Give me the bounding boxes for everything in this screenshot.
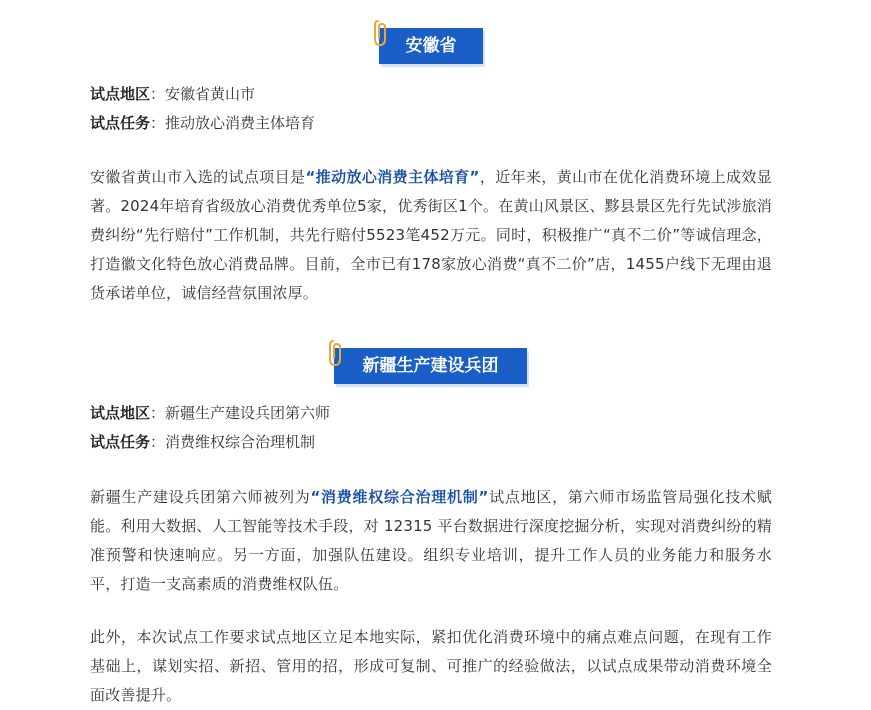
paragraph-text: 试点地区，第六师市场监管局强化技术赋能。利用大数据、人工智能等技术手段，对 12315 平台数据进行深度挖掘分析，实现对消费纠纷的精准预警和快速响应。另一方面，加强队伍建设。组织专业培训，提升工作人员的业务能力和服务水平，打造一支高素质的消费维权队伍。: [90, 488, 772, 593]
meta-block-anhui: [90, 80, 315, 138]
paragraph-xinjiang: [90, 483, 772, 599]
paragraph-text: 新疆生产建设兵团第六师被列为: [90, 488, 311, 506]
paragraph-text: 安徽省黄山市入选的试点项目是: [90, 168, 306, 186]
pilot-task-row: [90, 428, 330, 457]
section-title-text: 安徽省: [405, 36, 457, 56]
paperclip-icon: [329, 339, 343, 367]
pilot-region-value: ：安徽省黄山市: [150, 85, 256, 103]
pilot-region-row: [90, 80, 315, 109]
pilot-region-label: 试点地区: [90, 404, 151, 422]
pilot-region-value: ：新疆生产建设兵团第六师: [150, 404, 331, 422]
pilot-task-value: ：消费维权综合治理机制: [150, 433, 316, 451]
pilot-region-label: 试点地区: [90, 85, 151, 103]
pilot-task-value: ：推动放心消费主体培育: [150, 114, 316, 132]
pilot-task-label: 试点任务: [90, 114, 151, 132]
highlight-text: “推动放心消费主体培育”: [305, 168, 480, 186]
pilot-task-label: 试点任务: [90, 433, 151, 451]
paperclip-icon: [374, 19, 388, 47]
meta-block-xinjiang: [90, 399, 330, 457]
paragraph-closing: 此外，本次试点工作要求试点地区立足本地实际，紧扣优化消费环境中的痛点难点问题，在现有工作基础上，谋划实招、新招、管用的招，形成可复制、可推广的经验做法，以试点成果带动消费环境全面改善提升。: [90, 628, 772, 704]
pilot-region-row: [90, 399, 330, 428]
section-title-text: 新疆生产建设兵团: [362, 356, 499, 376]
section-title-xinjiang: [334, 348, 527, 384]
pilot-task-row: [90, 109, 315, 138]
highlight-text: “消费维权综合治理机制”: [310, 488, 489, 506]
paragraph-anhui: [90, 163, 772, 308]
paragraph-text: ，近年来，黄山市在优化消费环境上成效显著。2024年培育省级放心消费优秀单位5家，优秀街区1个。在黄山风景区、黟县景区先行先试涉旅消费纠纷“先行赔付”工作机制，共先行赔付5523笔452万元。同时，积极推广“真不二价”等诚信理念，打造徽文化特色放心消费品牌。目前，全市已有178家放心消费“真不二价”店，1455户线下无理由退货承诺单位，诚信经营氛围浓厚。: [90, 168, 772, 302]
section-title-anhui: [379, 28, 483, 64]
